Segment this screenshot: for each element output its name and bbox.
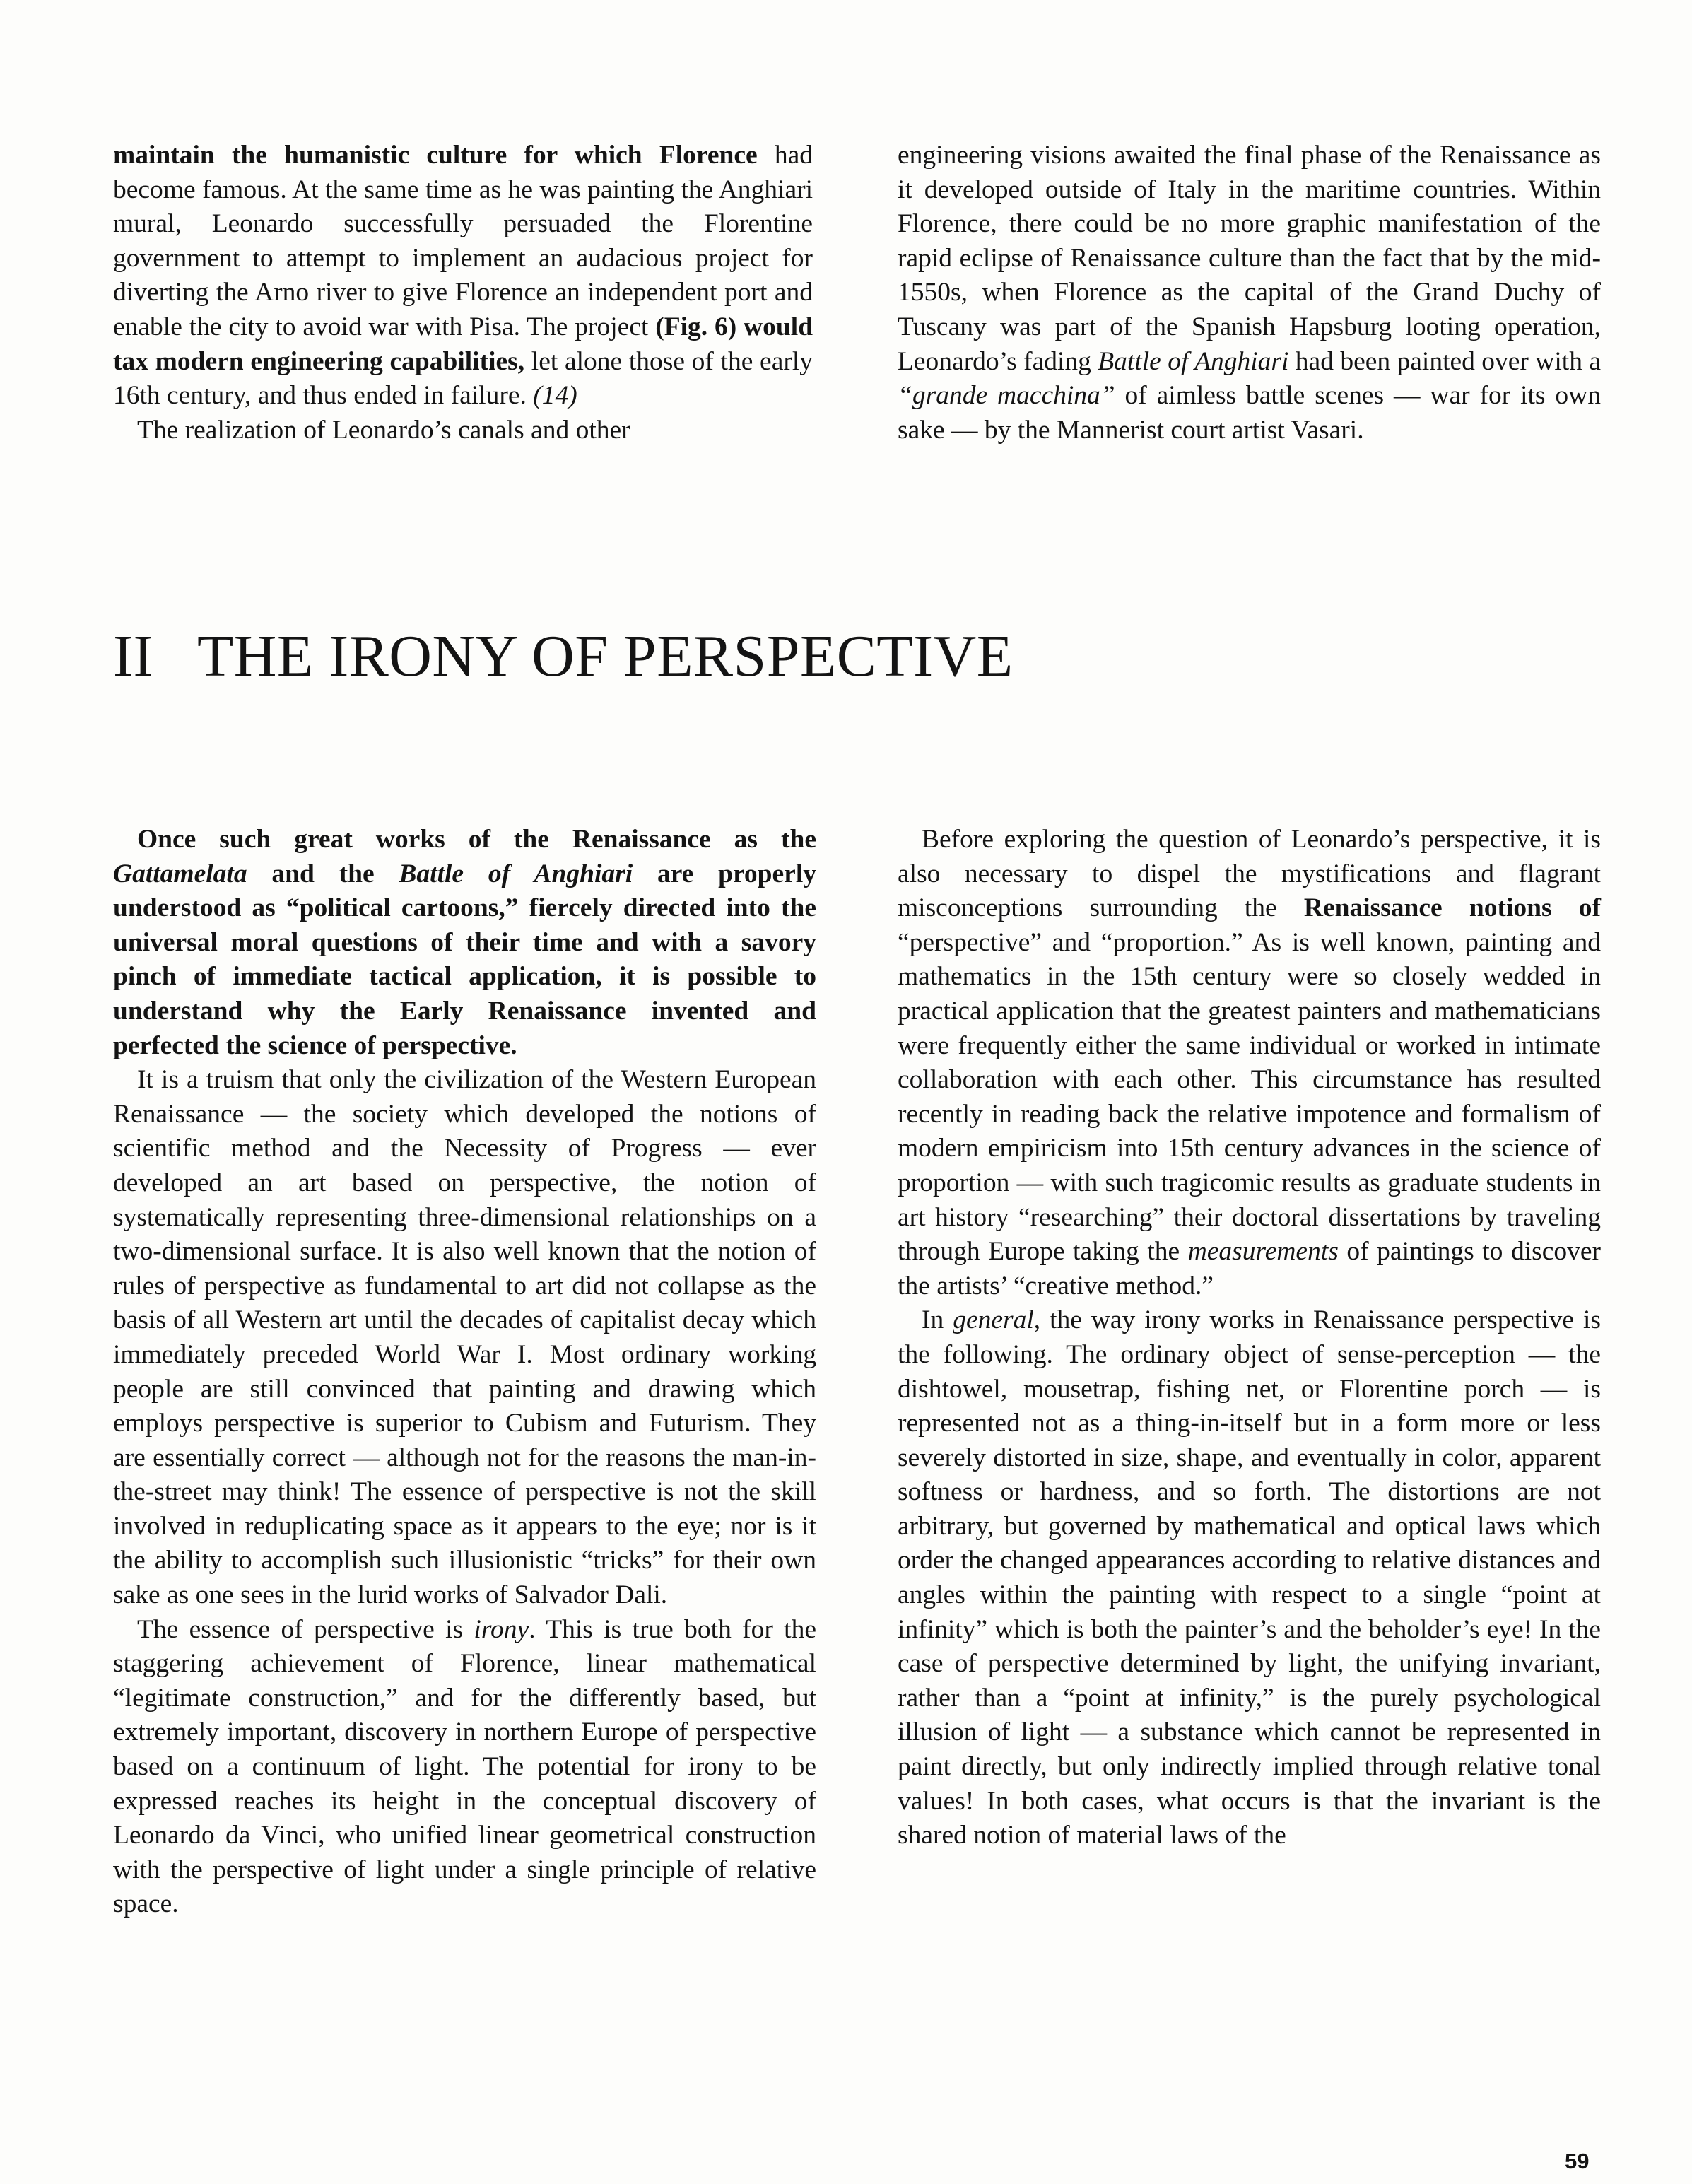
paragraph: The realization of Leonardo’s canals and other bbox=[137, 415, 630, 445]
top-right-column bbox=[898, 139, 1601, 447]
text-run: engineering visions awaited the final phase of the Renaissance as it developed outside of Italy in the maritime countries. Within Florence, there could be no more graphic manifestation of the rapid eclipse of Renaissance culture than the fact that by the mid-1550s, when Florence as the capital of the Grand Duchy of Tuscany was part of the Spanish Hapsburg looting operation, Leonardo’s fading bbox=[898, 141, 1601, 376]
paragraph bbox=[113, 1613, 816, 1922]
text-run: Once such great works of the Renaissance as the bbox=[137, 825, 816, 854]
italic-run: Gattamelata bbox=[113, 859, 247, 888]
text-run: and the bbox=[247, 859, 399, 888]
text-run: , the way irony works in Renaissance perspective is the following. The ordinary object of sense-perception — the dishtowel, mousetrap, fishing net, or Florentine porch — is represented not as a thing-in-itself but in a form more or less severely distorted in size, shape, and eventually in color, apparent softness or hardness, and so forth. The distortions are not arbitrary, but governed by mathematical and optical laws which order the changed appearances according to relative distances and angles within the painting with respect to a single “point at infinity” which is both the painter’s and the beholder’s eye! In the case of perspective determined by light, the unifying invariant, rather than a “point at infinity,” is the purely psychological illusion of light — a substance which cannot be represented in paint directly, but only indirectly implied through relative tonal values! In both cases, what occurs is that the invariant is the shared notion of material laws of the bbox=[898, 1305, 1601, 1850]
text-run: let alone those of the early 16th century, and thus ended in failure. bbox=[113, 346, 813, 411]
footnote-reference: (14) bbox=[533, 381, 577, 411]
paragraph: It is a truism that only the civilization of the Western European Renaissance — the society which developed the notions of scientific method and the Necessity of Progress — ever developed an art based on perspective, the notion of systematically representing three-dimensional relationships on a two-dimensional surface. It is also well known that the notion of rules of perspective as fundamental to art did not collapse as the basis of all Western art until the decades of capitalist decay which immediately preceded World War I. Most ordinary working people are still convinced that painting and drawing which employs perspective is superior to Cubism and Futurism. They are essentially correct — although not for the reasons the man-in-the-street may think! The essence of perspective is not the skill involved in reduplicating space as it appears to the eye; nor is it the ability to accomplish such illusionistic “tricks” for their own sake as one sees in the lurid works of Salvador Dali. bbox=[113, 1065, 816, 1610]
italic-run: measurements bbox=[1187, 1237, 1339, 1267]
section-title: THE IRONY OF PERSPECTIVE bbox=[196, 623, 1014, 689]
bold-run: (Fig. 6) would tax modern engineering capabilities, bbox=[113, 312, 813, 376]
italic-run: “grande macchina” bbox=[898, 381, 1115, 411]
text-run: Before exploring the question of Leonardo’s perspective, it is also necessary to dispel the mystifications and flagrant misconceptions surrounding the bbox=[898, 825, 1601, 923]
bold-run: Renaissance notions of bbox=[1303, 893, 1601, 923]
page-number: 59 bbox=[1565, 2149, 1590, 2173]
bottom-right-column bbox=[898, 823, 1601, 1853]
paragraph bbox=[113, 823, 816, 1063]
bottom-left-column bbox=[113, 823, 816, 1922]
italic-run: Battle of Anghiari bbox=[399, 859, 633, 888]
text-run: of aimless battle scenes — war for its own sake — by the Mannerist court artist Vasari. bbox=[898, 381, 1601, 445]
paragraph bbox=[898, 139, 1601, 447]
paragraph bbox=[113, 139, 813, 413]
text-run: had been painted over with a bbox=[1288, 346, 1601, 376]
section-heading bbox=[113, 622, 1014, 691]
section-numeral: II bbox=[113, 623, 153, 689]
text-run: are properly understood as “political cartoons,” fiercely directed into the universal moral questions of their time and with a savory pinch of immediate tactical application, it is possible to understand why the Early Renaissance invented and perfected the science of perspective. bbox=[113, 859, 816, 1060]
text-run: had become famous. At the same time as he was painting the Anghiari mural, Leonardo successfully persuaded the Florentine government to attempt to implement an audacious project for diverting the Arno river to give Florence an independent port and enable the city to avoid war with Pisa. The project bbox=[113, 141, 813, 341]
text-run: of paintings to discover the artists’ “creative method.” bbox=[898, 1237, 1601, 1301]
paragraph bbox=[898, 823, 1601, 1303]
text-run: . This is true both for the staggering achievement of Florence, linear mathematical “legitimate construction,” and for the differently based, but extremely important, discovery in northern Europe of perspective based on a continuum of light. The potential for irony to be expressed reaches its height in the conceptual discovery of Leonardo da Vinci, who unified linear geometrical construction with the perspective of light under a single principle of relative space. bbox=[113, 1614, 817, 1919]
text-run: In bbox=[922, 1305, 953, 1335]
italic-run: general bbox=[953, 1305, 1034, 1335]
top-left-column bbox=[113, 139, 813, 447]
italic-run: irony bbox=[474, 1614, 529, 1644]
paragraph bbox=[898, 1303, 1601, 1853]
text-run: The essence of perspective is bbox=[137, 1614, 474, 1644]
italic-run: Battle of Anghiari bbox=[1098, 346, 1289, 376]
text-run: “perspective” and “proportion.” As is well known, painting and mathematics in the 15th century were so closely wedded in practical application that the greatest painters and mathematicians were frequently either the same individual or worked in intimate collaboration with each other. This circumstance has resulted recently in reading back the relative impotence and formalism of modern empiricism into 15th century advances in the science of proportion — with such tragicomic results as graduate students in art history “researching” their doctoral dissertations by traveling through Europe taking the bbox=[898, 927, 1601, 1267]
bold-lead: maintain the humanistic culture for which Florence bbox=[113, 141, 758, 170]
